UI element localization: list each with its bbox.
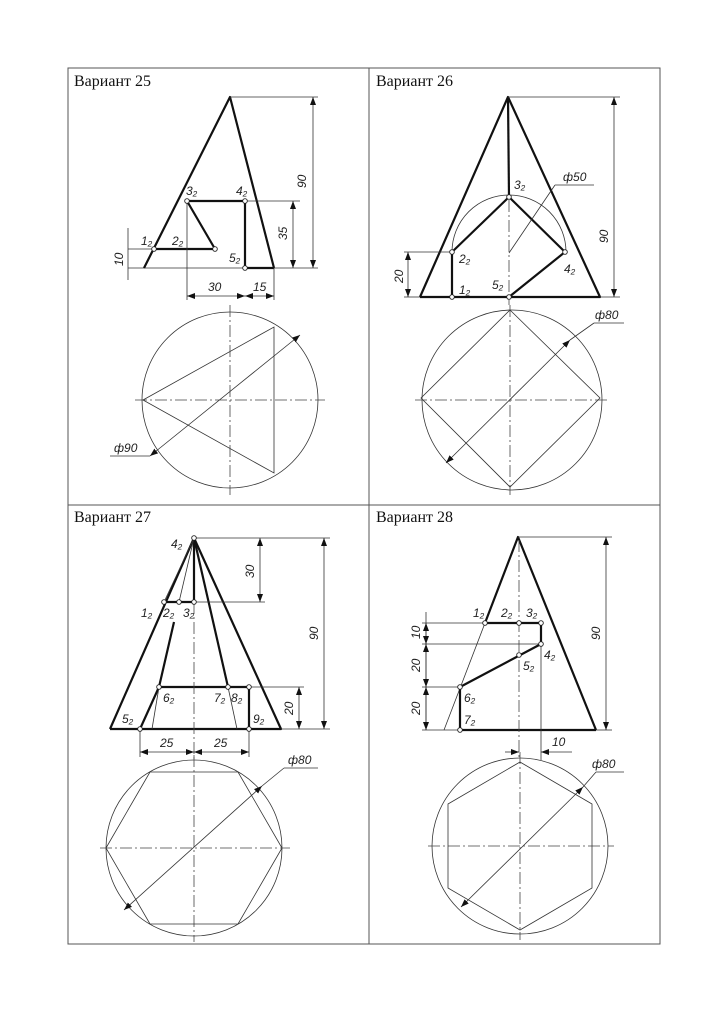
- dimension-label: 20: [409, 701, 423, 715]
- point-label: 4₂: [544, 648, 556, 662]
- point-label: 3₂: [514, 178, 526, 192]
- variant-28: [376, 509, 624, 940]
- point-label: 8₂: [231, 691, 243, 705]
- variant-27: [74, 509, 330, 942]
- dimension-label: 90: [295, 174, 309, 188]
- variant-25: [74, 73, 325, 495]
- variant-title: Вариант 26: [376, 73, 453, 90]
- point-label: 5₂: [229, 251, 241, 265]
- point-label: 2₂: [163, 606, 175, 620]
- variant-title: Вариант 28: [376, 509, 453, 526]
- dimension-label: 10: [552, 735, 566, 749]
- front-view: [112, 97, 318, 300]
- top-view: [415, 305, 624, 495]
- front-view: [392, 97, 620, 305]
- point-label: 3₂: [186, 184, 198, 198]
- point-label: 2₂: [501, 606, 513, 620]
- dimension-label: 35: [276, 226, 290, 240]
- point-label: 4₂: [564, 262, 576, 276]
- dimension-label: ф80: [288, 753, 312, 767]
- point-label: 1₂: [141, 234, 153, 248]
- dimension-label: ф80: [595, 308, 619, 322]
- dimension-label: 20: [282, 701, 296, 715]
- front-view: [110, 536, 330, 760]
- point-label: 3₂: [183, 606, 195, 620]
- dimension-label: 90: [597, 229, 611, 243]
- point-label: 3₂: [526, 606, 538, 620]
- point-label: 2₂: [172, 234, 184, 248]
- dimension-label: ф50: [563, 170, 587, 184]
- point-label: 5₂: [122, 712, 134, 726]
- dimension-label: 10: [409, 625, 423, 639]
- point-label: 1₂: [459, 283, 471, 297]
- point-label: 7₂: [464, 713, 476, 727]
- point-label: 6₂: [163, 691, 175, 705]
- dimension-label: 90: [307, 626, 321, 640]
- point-label: 6₂: [464, 691, 476, 705]
- top-view: [110, 305, 325, 495]
- sheet-frame: [68, 68, 660, 944]
- dimension-label: 90: [589, 626, 603, 640]
- dimension-label: 30: [243, 564, 257, 578]
- top-view: [100, 753, 318, 942]
- point-label: 1₂: [141, 606, 153, 620]
- dimension-label: 15: [253, 280, 267, 294]
- variant-title: Вариант 25: [74, 73, 151, 90]
- dimension-label: ф90: [114, 441, 138, 455]
- dimension-label: 10: [112, 252, 126, 266]
- front-view: [409, 537, 612, 760]
- point-label: 5₂: [492, 278, 504, 292]
- point-label: 2₂: [459, 252, 471, 266]
- point-label: 4₂: [171, 537, 183, 551]
- dimension-label: 20: [409, 658, 423, 672]
- point-label: 7₂: [214, 691, 226, 705]
- point-label: 9₂: [253, 712, 265, 726]
- variant-title: Вариант 27: [74, 509, 151, 526]
- dimension-label: 20: [392, 269, 406, 283]
- point-label: 4₂: [236, 184, 248, 198]
- dimension-label: 25: [214, 736, 228, 750]
- point-label: 1₂: [473, 606, 485, 620]
- dimension-label: ф80: [592, 757, 616, 771]
- top-view: [428, 752, 624, 940]
- variant-26: [376, 73, 624, 495]
- dimension-label: 25: [160, 736, 174, 750]
- dimension-label: 30: [208, 280, 222, 294]
- point-label: 5₂: [523, 659, 535, 673]
